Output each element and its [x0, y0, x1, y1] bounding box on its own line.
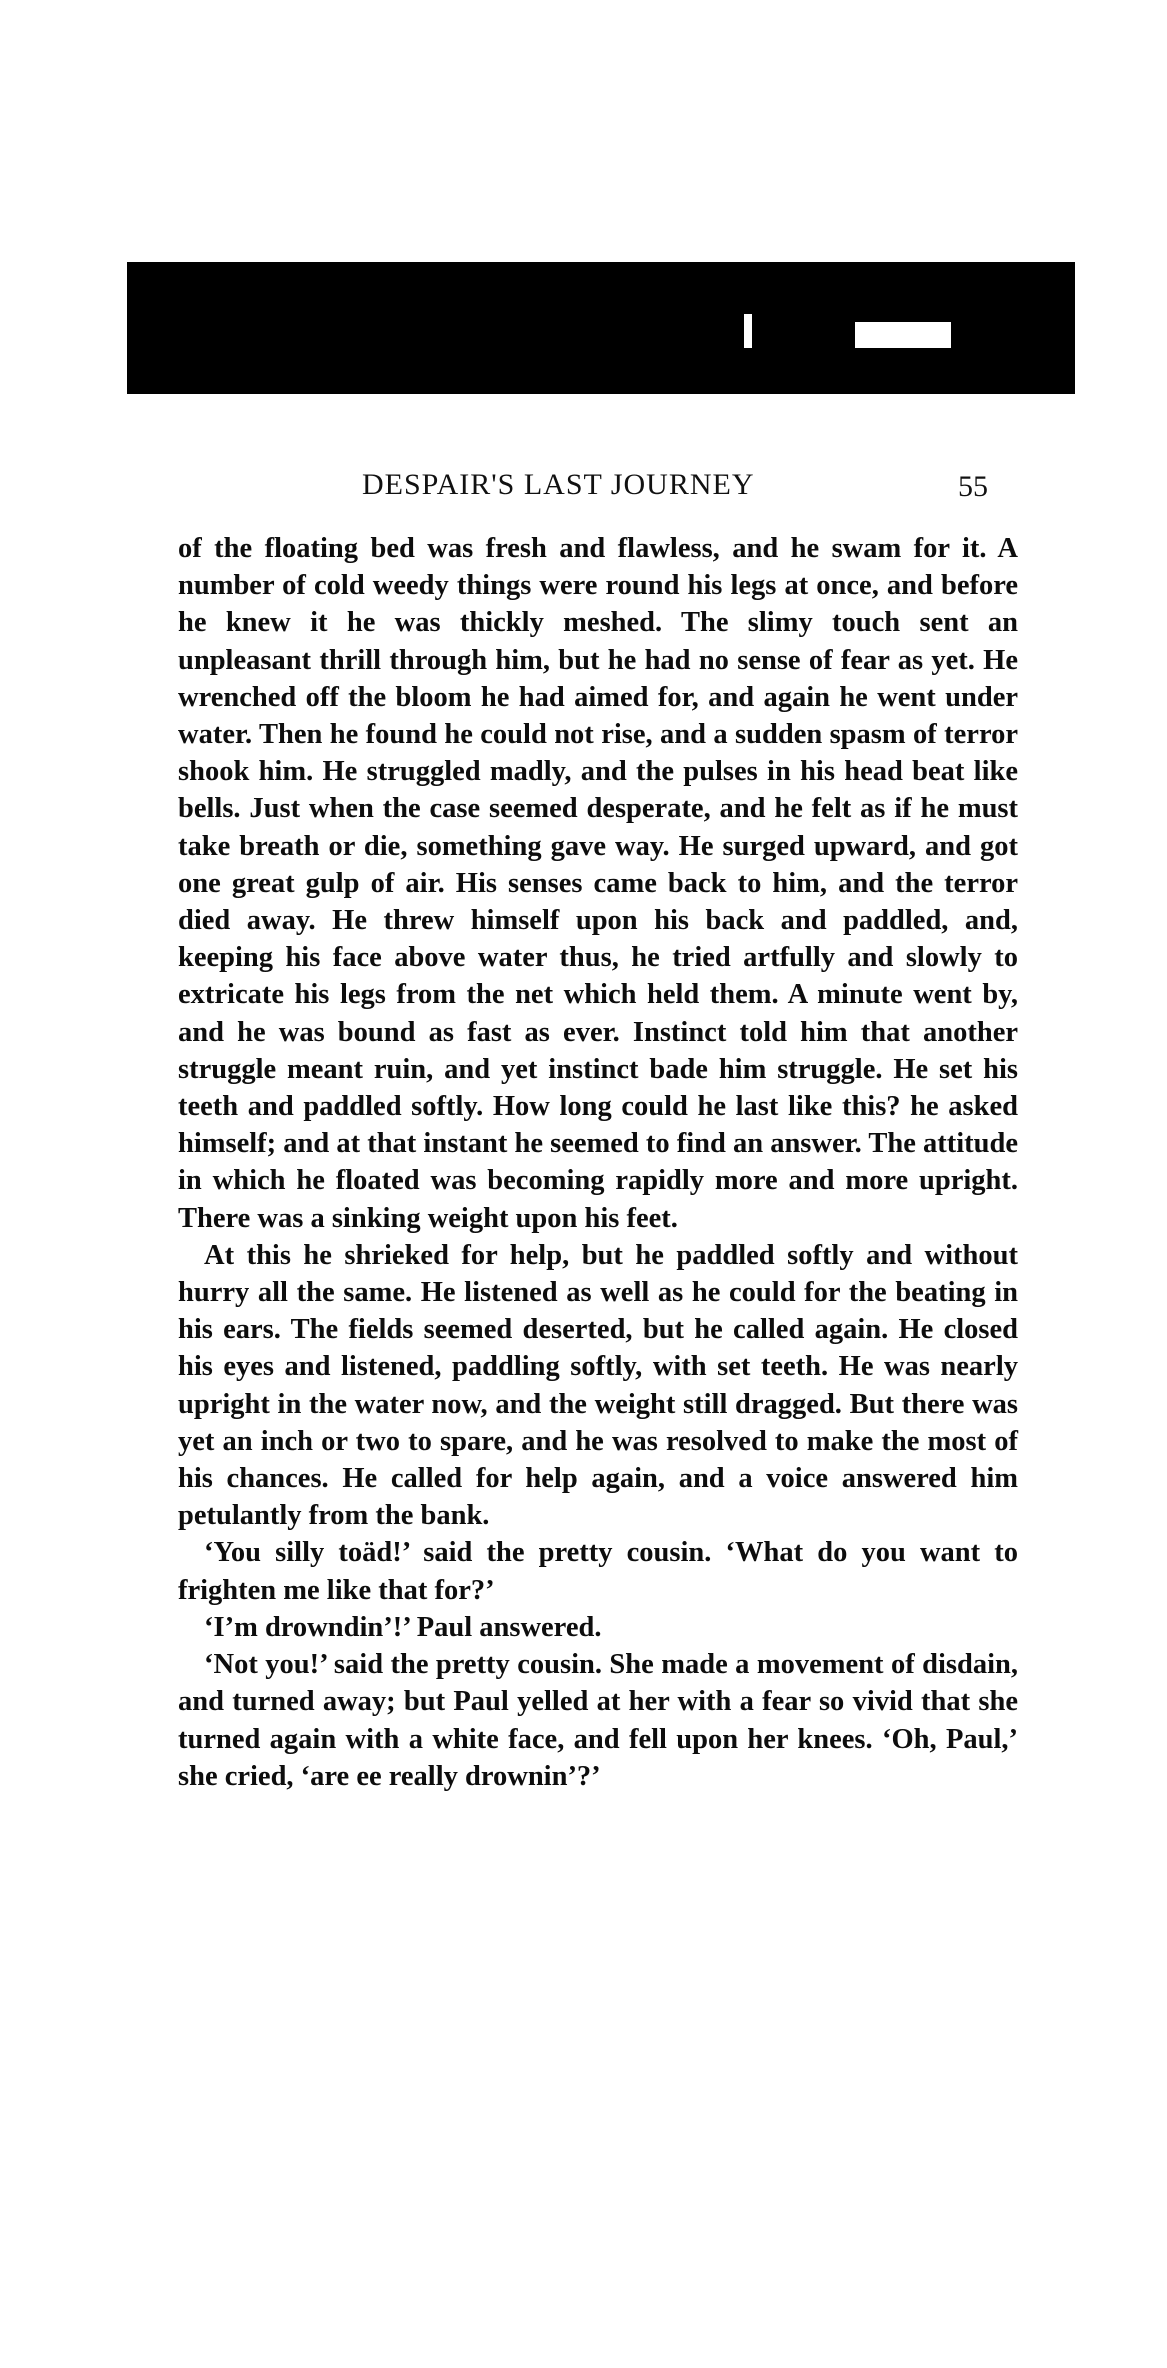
bar-tab	[855, 322, 951, 348]
paragraph-4: ‘I’m drowndin’!’ Paul answered.	[204, 1611, 602, 1643]
page-number: 55	[958, 470, 988, 503]
paragraph-3: ‘You silly toäd!’ said the pretty cousin. ‘What do you want to frighten me like that for?’	[178, 1537, 1018, 1606]
paragraph-1: of the floating bed was fresh and flawless, and he swam for it. A number of cold weedy things were round his legs at once, and before he knew it he was thickly meshed. The slimy touch sent an unpleasant thrill through him, but he had no sense of fear as yet. He wrenched off the bloom he had aimed for, and again he went under water. Then he found he could not rise, and a sudden spasm of terror shook him. He struggled madly, and the pulses in his head beat like bells. Just when the case seemed desperate, and he felt as if he must take breath or die, something gave way. He surged upward, and got one great gulp of air. His senses came back to him, and the terror died away. He threw himself upon his back and paddled, and, keeping his face above water thus, he tried artfully and slowly to extricate his legs from the net which held them. A minute went by, and he was bound as fast as ever. Instinct told him that another struggle meant ruin, and yet instinct bade him struggle. He set his teeth and paddled softly. How long could he last like this? he asked himself; and at that instant he seemed to find an answer. The attitude in which he floated was becoming rapidly more and more upright. There was a sinking weight upon his feet.	[178, 533, 1019, 1234]
paragraph-5: ‘Not you!’ said the pretty cousin. She made a movement of disdain, and turned away; but Paul yelled at her with a fear so vivid that she turned again with a white face, and fell upon her knees. ‘Oh, Paul,’ she cried, ‘are ee really drownin’?’	[178, 1649, 1018, 1792]
bar-gap	[744, 314, 752, 348]
running-head	[178, 468, 1018, 508]
paragraph-2: At this he shrieked for help, but he paddled softly and without hurry all the same. He listened as well as he could for the beating in his ears. The fields seemed deserted, but he called again. He closed his eyes and listened, paddling softly, with set teeth. He was nearly upright in the water now, and the weight still dragged. But there was yet an inch or two to spare, and he was resolved to make the most of his chances. He called for help again, and a voice answered him petulantly from the bank.	[178, 1239, 1018, 1532]
chapter-title: DESPAIR'S LAST JOURNEY	[362, 468, 755, 501]
body-text	[178, 530, 1018, 1795]
